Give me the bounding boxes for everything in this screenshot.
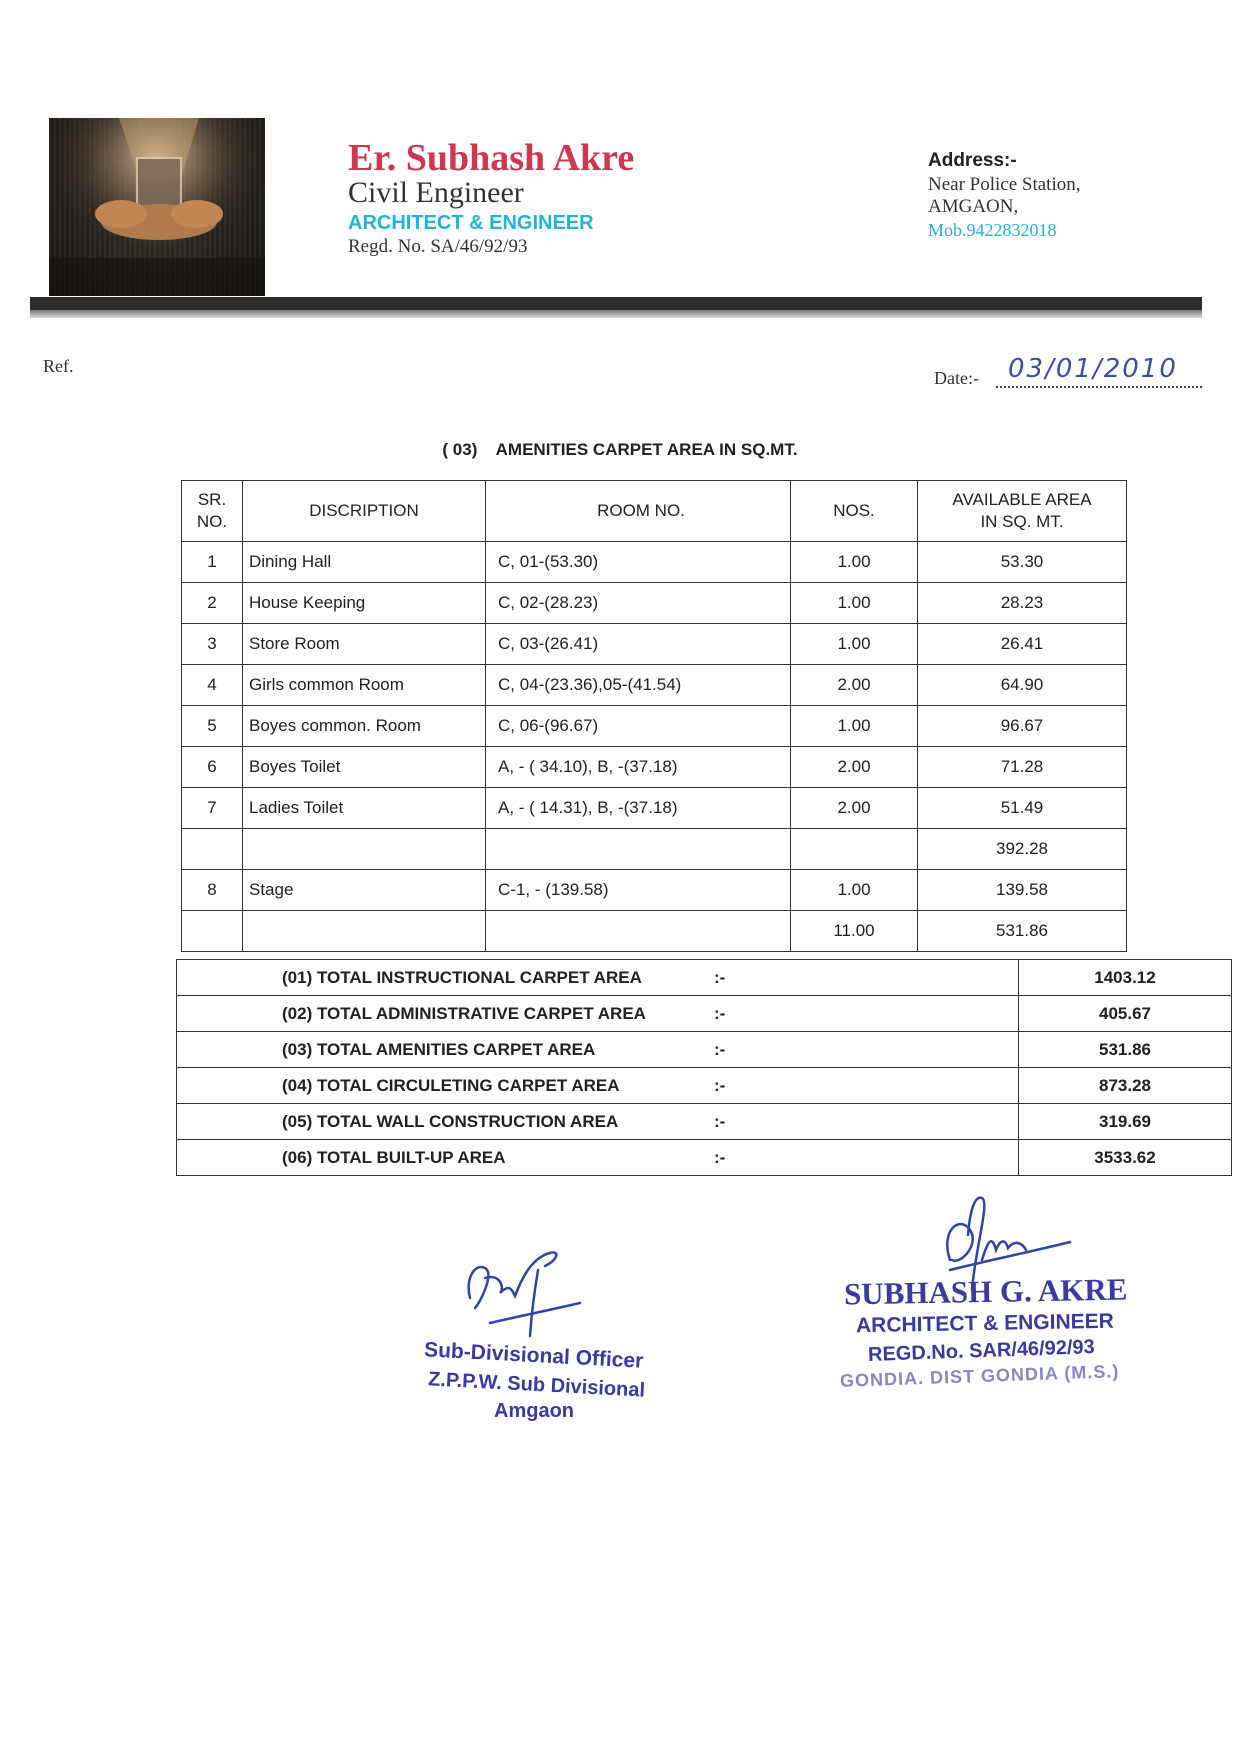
cell-nos: 2.00 — [791, 747, 918, 788]
cell-room-no: C, 04-(23.36),05-(41.54) — [486, 665, 791, 706]
mobile-number: Mob.9422832018 — [928, 220, 1057, 240]
registration-number: Regd. No. SA/46/92/93 — [348, 236, 528, 257]
table-row — [182, 788, 1127, 829]
total-label: (04) TOTAL CIRCULETING CARPET AREA — [282, 1075, 620, 1095]
total-label: (05) TOTAL WALL CONSTRUCTION AREA — [282, 1111, 619, 1131]
address-label: Address:- — [928, 150, 1017, 171]
logo-photo — [49, 118, 265, 296]
cell-sr-no: 4 — [182, 665, 243, 706]
table-row — [182, 624, 1127, 665]
cell-nos: 1.00 — [791, 624, 918, 665]
total-separator: :- — [714, 968, 726, 987]
table-header-row — [182, 481, 1127, 542]
header-sr-no: SR. NO. — [182, 481, 243, 542]
cell-sr-no: 7 — [182, 788, 243, 829]
cell-description: Girls common Room — [243, 665, 486, 706]
cell-description — [243, 911, 486, 952]
header-available-area: AVAILABLE AREA IN SQ. MT. — [918, 481, 1127, 542]
cell-nos: 1.00 — [791, 870, 918, 911]
cell-room-no: C, 06-(96.67) — [486, 706, 791, 747]
cell-description: House Keeping — [243, 583, 486, 624]
table-row — [182, 542, 1127, 583]
cell-area: 64.90 — [918, 665, 1127, 706]
amenities-table — [181, 480, 1127, 952]
cell-description: Stage — [243, 870, 486, 911]
cell-sr-no: 3 — [182, 624, 243, 665]
total-label: (02) TOTAL ADMINISTRATIVE CARPET AREA — [282, 1003, 646, 1023]
cell-sr-no: 6 — [182, 747, 243, 788]
cell-description: Boyes Toilet — [243, 747, 486, 788]
header-nos: NOS. — [791, 481, 918, 542]
cell-nos: 2.00 — [791, 665, 918, 706]
table-row — [182, 829, 1127, 870]
cell-room-no: A, - ( 14.31), B, -(37.18) — [486, 788, 791, 829]
total-label-cell — [177, 1032, 1019, 1068]
stamp-right-line-4: GONDIA. DIST GONDIA (M.S.) — [839, 1361, 1120, 1391]
date-value-handwritten: 03/01/2010 — [1008, 354, 1178, 384]
total-label: (01) TOTAL INSTRUCTIONAL CARPET AREA — [282, 967, 642, 987]
cell-sr-no — [182, 829, 243, 870]
total-row — [177, 1032, 1232, 1068]
stamp-right-line-3: REGD.No. SAR/46/92/93 — [867, 1336, 1096, 1366]
cell-area: 531.86 — [918, 911, 1127, 952]
total-label-cell — [177, 1140, 1019, 1176]
cell-nos: 1.00 — [791, 542, 918, 583]
stamp-right-line-2: ARCHITECT & ENGINEER — [855, 1309, 1115, 1338]
cell-description — [243, 829, 486, 870]
cell-area: 51.49 — [918, 788, 1127, 829]
cell-area: 26.41 — [918, 624, 1127, 665]
address-line-2: AMGAON, — [928, 196, 1019, 217]
cell-description: Dining Hall — [243, 542, 486, 583]
total-value: 1403.12 — [1019, 960, 1232, 996]
total-value: 405.67 — [1019, 996, 1232, 1032]
ref-label: Ref. — [43, 356, 74, 376]
engineer-name: Er. Subhash Akre — [348, 137, 635, 179]
cell-description: Store Room — [243, 624, 486, 665]
total-label-cell — [177, 1104, 1019, 1140]
stamp-right-line-1: SUBHASH G. AKRE — [843, 1271, 1128, 1312]
total-row — [177, 1068, 1232, 1104]
stamp-left-line-1: Sub-Divisional Officer — [423, 1338, 644, 1373]
signature-left-icon — [450, 1248, 590, 1338]
cell-sr-no: 1 — [182, 542, 243, 583]
table-row — [182, 583, 1127, 624]
header-description: DISCRIPTION — [243, 481, 486, 542]
table-row — [182, 706, 1127, 747]
total-label-cell — [177, 1068, 1019, 1104]
cell-area: 71.28 — [918, 747, 1127, 788]
cell-nos: 1.00 — [791, 706, 918, 747]
cell-room-no — [486, 829, 791, 870]
cell-room-no: C-1, - (139.58) — [486, 870, 791, 911]
header-room-no: ROOM NO. — [486, 481, 791, 542]
cell-area: 28.23 — [918, 583, 1127, 624]
cell-sr-no: 2 — [182, 583, 243, 624]
totals-table — [176, 959, 1232, 1176]
cell-room-no — [486, 911, 791, 952]
cell-nos: 2.00 — [791, 788, 918, 829]
header-divider-shadow — [30, 310, 1202, 318]
cell-sr-no: 5 — [182, 706, 243, 747]
address-line-1: Near Police Station, — [928, 174, 1081, 195]
cell-nos: 11.00 — [791, 911, 918, 952]
total-row — [177, 1104, 1232, 1140]
date-label: Date:- — [934, 368, 979, 388]
total-label-cell — [177, 996, 1019, 1032]
cell-sr-no: 8 — [182, 870, 243, 911]
header-divider — [30, 297, 1202, 310]
cell-description: Ladies Toilet — [243, 788, 486, 829]
engineer-title: Civil Engineer — [348, 176, 524, 209]
total-row — [177, 996, 1232, 1032]
cell-area: 139.58 — [918, 870, 1127, 911]
engineer-subtitle: ARCHITECT & ENGINEER — [348, 212, 594, 234]
cell-description: Boyes common. Room — [243, 706, 486, 747]
cell-room-no: C, 02-(28.23) — [486, 583, 791, 624]
total-value: 873.28 — [1019, 1068, 1232, 1104]
stamp-left-line-3: Amgaon — [494, 1400, 574, 1422]
total-value: 531.86 — [1019, 1032, 1232, 1068]
total-label: (06) TOTAL BUILT-UP AREA — [282, 1147, 506, 1167]
table-row — [182, 911, 1127, 952]
total-label-cell — [177, 960, 1019, 996]
cell-nos — [791, 829, 918, 870]
total-label: (03) TOTAL AMENITIES CARPET AREA — [282, 1039, 596, 1059]
total-separator: :- — [714, 1148, 726, 1167]
total-separator: :- — [714, 1076, 726, 1095]
document-heading: ( 03) AMENITIES CARPET AREA IN SQ.MT. — [442, 440, 798, 459]
table-row — [182, 747, 1127, 788]
table-row — [182, 870, 1127, 911]
cell-room-no: C, 03-(26.41) — [486, 624, 791, 665]
cell-sr-no — [182, 911, 243, 952]
stamp-left-line-2: Z.P.P.W. Sub Divisional — [427, 1368, 646, 1402]
cell-room-no: C, 01-(53.30) — [486, 542, 791, 583]
cell-nos: 1.00 — [791, 583, 918, 624]
table-row — [182, 665, 1127, 706]
total-value: 319.69 — [1019, 1104, 1232, 1140]
cell-area: 96.67 — [918, 706, 1127, 747]
total-separator: :- — [714, 1004, 726, 1023]
total-separator: :- — [714, 1112, 726, 1131]
cell-area: 392.28 — [918, 829, 1127, 870]
cell-room-no: A, - ( 34.10), B, -(37.18) — [486, 747, 791, 788]
total-row — [177, 1140, 1232, 1176]
total-separator: :- — [714, 1040, 726, 1059]
total-value: 3533.62 — [1019, 1140, 1232, 1176]
total-row — [177, 960, 1232, 996]
cell-area: 53.30 — [918, 542, 1127, 583]
